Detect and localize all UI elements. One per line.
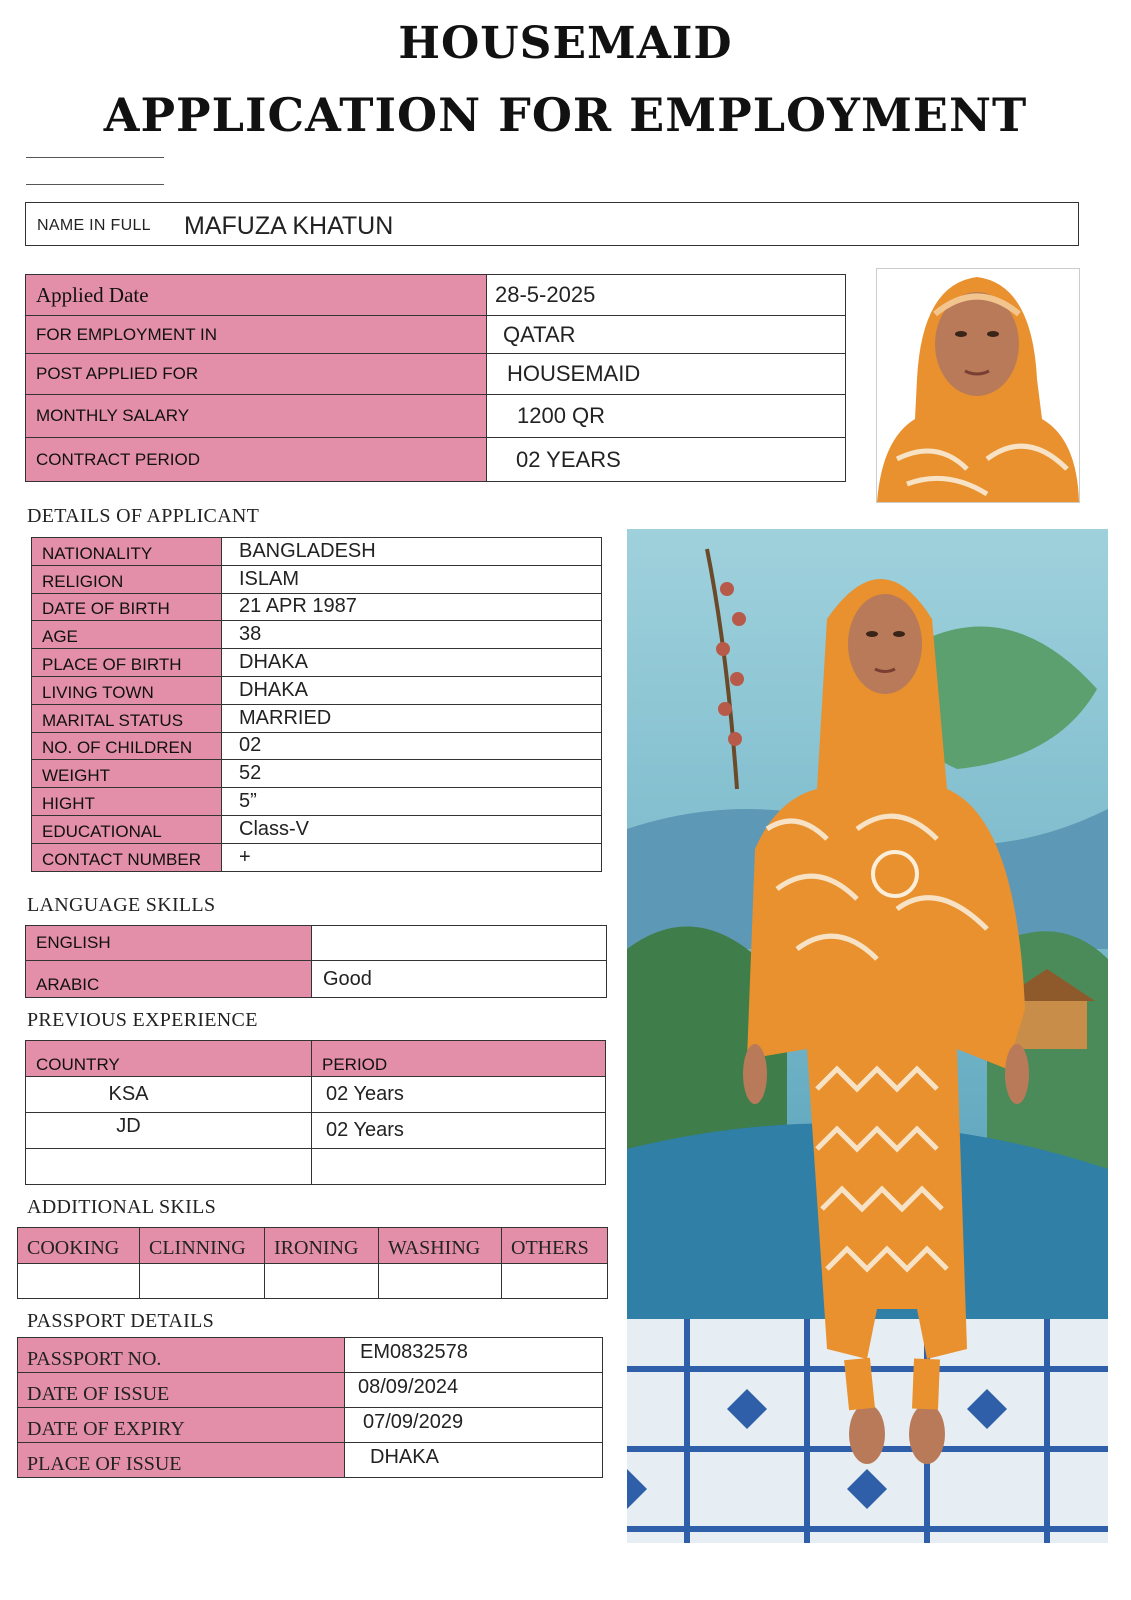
table-row: [18, 1338, 603, 1373]
salary-value: 1200 QR: [487, 395, 846, 438]
experience-period-cell: [312, 1149, 606, 1185]
educational-value: Class-V: [222, 815, 602, 843]
experience-country-cell: KSA: [26, 1077, 312, 1113]
language-english-label: ENGLISH: [26, 926, 312, 961]
skill-cleaning-cell: [140, 1264, 265, 1299]
post-value: HOUSEMAID: [487, 354, 846, 395]
table-row: [26, 438, 846, 482]
experience-table: [25, 1040, 606, 1185]
place-of-birth-label: PLACE OF BIRTH: [32, 649, 222, 677]
skill-ironing-cell: [265, 1264, 379, 1299]
table-row: [32, 843, 602, 871]
nationality-value: BANGLADESH: [222, 538, 602, 566]
contract-value: 02 YEARS: [487, 438, 846, 482]
hight-value: 5”: [222, 788, 602, 816]
post-label: POST APPLIED FOR: [26, 354, 487, 395]
table-row: [32, 732, 602, 760]
table-row: [32, 815, 602, 843]
document-subtitle: APPLICATION FOR EMPLOYMENT: [103, 88, 1028, 142]
marital-status-label: MARITAL STATUS: [32, 704, 222, 732]
table-row: [26, 1113, 606, 1149]
table-row: [26, 961, 607, 998]
experience-country-cell: JD: [26, 1113, 312, 1149]
language-arabic-value: Good: [312, 961, 607, 998]
table-row: [32, 593, 602, 621]
table-row: [26, 1077, 606, 1113]
marital-status-value: MARRIED: [222, 704, 602, 732]
language-english-value: [312, 926, 607, 961]
skill-cleaning-header: CLINNING: [140, 1228, 265, 1264]
details-heading: DETAILS OF APPLICANT: [27, 505, 260, 527]
passport-table: [17, 1337, 603, 1478]
skill-cooking-header: COOKING: [18, 1228, 140, 1264]
table-row: [26, 275, 846, 316]
date-of-birth-value: 21 APR 1987: [222, 593, 602, 621]
skill-washing-cell: [379, 1264, 502, 1299]
table-row: [18, 1443, 603, 1478]
language-table: [25, 925, 607, 998]
passport-place-label: PLACE OF ISSUE: [18, 1443, 345, 1478]
full-body-photo: [627, 529, 1108, 1543]
weight-label: WEIGHT: [32, 760, 222, 788]
experience-period-header: PERIOD: [312, 1041, 606, 1077]
table-row: [32, 704, 602, 732]
date-of-birth-label: DATE OF BIRTH: [32, 593, 222, 621]
skills-heading: ADDITIONAL SKILS: [27, 1196, 217, 1218]
living-town-label: LIVING TOWN: [32, 676, 222, 704]
salary-label: MONTHLY SALARY: [26, 395, 487, 438]
table-row: [26, 395, 846, 438]
table-row: [32, 649, 602, 677]
table-row: [32, 621, 602, 649]
hight-label: HIGHT: [32, 788, 222, 816]
educational-label: EDUCATIONAL: [32, 815, 222, 843]
passport-photo: [876, 268, 1080, 503]
table-row: [26, 354, 846, 395]
place-of-birth-value: DHAKA: [222, 649, 602, 677]
skill-cooking-cell: [18, 1264, 140, 1299]
language-arabic-label: ARABIC: [26, 961, 312, 998]
age-label: AGE: [32, 621, 222, 649]
table-row: [26, 1041, 606, 1077]
name-value: MAFUZA KHATUN: [184, 212, 394, 240]
living-town-value: DHAKA: [222, 676, 602, 704]
religion-label: RELIGION: [32, 565, 222, 593]
contract-label: CONTRACT PERIOD: [26, 438, 487, 482]
table-row: [18, 1228, 608, 1264]
contact-number-value: +: [222, 843, 602, 871]
language-heading: LANGUAGE SKILLS: [27, 894, 216, 916]
table-row: [26, 316, 846, 354]
passport-expiry-date-label: DATE OF EXPIRY: [18, 1408, 345, 1443]
experience-country-header: COUNTRY: [26, 1041, 312, 1077]
table-row: [18, 1408, 603, 1443]
table-row: [32, 538, 602, 566]
experience-country-cell: [26, 1149, 312, 1185]
divider-line: [26, 157, 164, 158]
skills-table: [17, 1227, 608, 1299]
passport-issue-date-label: DATE OF ISSUE: [18, 1373, 345, 1408]
passport-expiry-date-value: 07/09/2029: [345, 1408, 603, 1443]
document-title: HOUSEMAID: [398, 18, 733, 69]
table-row: [32, 676, 602, 704]
name-label: NAME IN FULL: [37, 217, 151, 234]
nationality-label: NATIONALITY: [32, 538, 222, 566]
experience-period-cell: 02 Years: [312, 1077, 606, 1113]
skill-others-cell: [502, 1264, 608, 1299]
employment-table: [25, 274, 846, 482]
employment-country-value: QATAR: [487, 316, 846, 354]
weight-value: 52: [222, 760, 602, 788]
table-row: [18, 1264, 608, 1299]
passport-place-value: DHAKA: [345, 1443, 603, 1478]
no-of-children-label: NO. OF CHILDREN: [32, 732, 222, 760]
employment-country-label: FOR EMPLOYMENT IN: [26, 316, 487, 354]
table-row: [32, 760, 602, 788]
table-row: [18, 1373, 603, 1408]
passport-heading: PASSPORT DETAILS: [27, 1310, 215, 1332]
contact-number-label: CONTACT NUMBER: [32, 843, 222, 871]
age-value: 38: [222, 621, 602, 649]
divider-line: [26, 184, 164, 185]
experience-period-cell: 02 Years: [312, 1113, 606, 1149]
skill-others-header: OTHERS: [502, 1228, 608, 1264]
table-row: [26, 926, 607, 961]
religion-value: ISLAM: [222, 565, 602, 593]
no-of-children-value: 02: [222, 732, 602, 760]
table-row: [26, 1149, 606, 1185]
passport-number-value: EM0832578: [345, 1338, 603, 1373]
applied-date-value: 28-5-2025: [487, 275, 846, 316]
experience-heading: PREVIOUS EXPERIENCE: [27, 1009, 258, 1031]
applied-date-label: Applied Date: [26, 275, 487, 316]
details-table: [31, 537, 602, 872]
name-box: [25, 202, 1079, 246]
skill-ironing-header: IRONING: [265, 1228, 379, 1264]
table-row: [32, 565, 602, 593]
table-row: [32, 788, 602, 816]
skill-washing-header: WASHING: [379, 1228, 502, 1264]
passport-issue-date-value: 08/09/2024: [345, 1373, 603, 1408]
passport-number-label: PASSPORT NO.: [18, 1338, 345, 1373]
